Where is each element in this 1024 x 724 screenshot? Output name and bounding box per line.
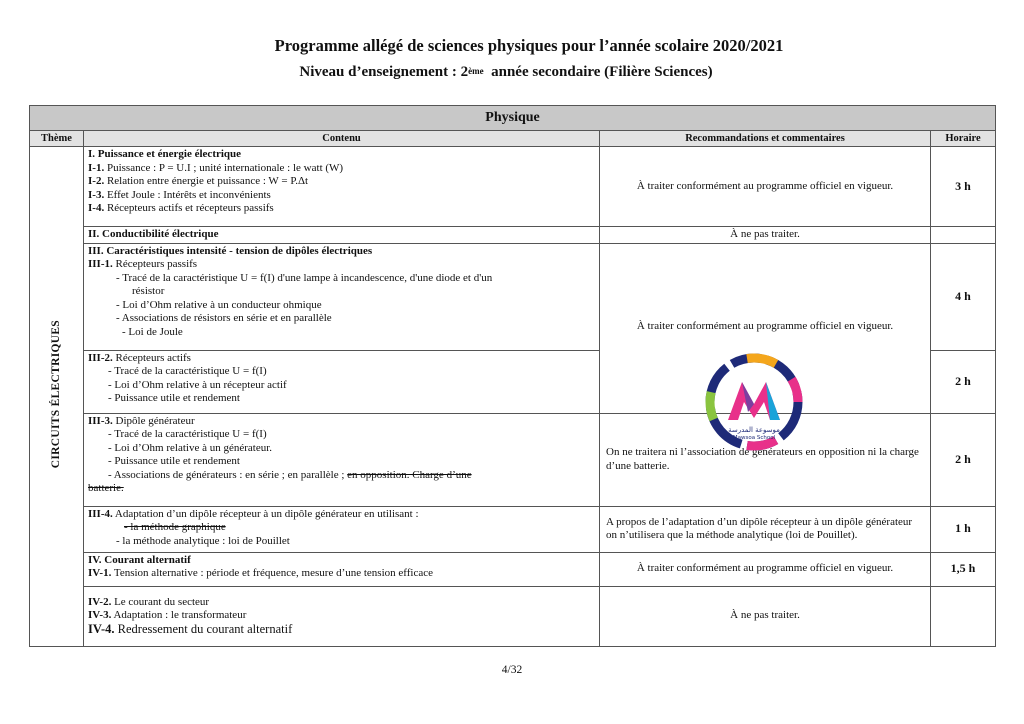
table-row [30,552,996,586]
hours-cell: 3 h [931,147,996,227]
hours-cell [931,586,996,646]
col-theme: Thème [30,131,84,147]
content-cell: II. Conductibilité électrique [84,227,600,244]
col-recommendations: Recommandations et commentaires [600,131,931,147]
col-hours: Horaire [931,131,996,147]
table-row [30,413,996,506]
recommendation-cell: On ne traitera ni l’association de générateurs en opposition ni la charge d’une batterie. [600,413,931,506]
table-row [30,147,996,227]
theme-cell [30,147,84,647]
hours-cell: 2 h [931,413,996,506]
document-subtitle: Niveau d’enseignement : 2ème année secondaire (Filière Sciences) [299,64,713,80]
table-row [30,243,996,350]
content-cell: IV. Courant alternatif IV-1. Tension alternative : période et fréquence, mesure d’une tension efficace [84,552,600,586]
recommendation-cell: À traiter conformément au programme officiel en vigueur. [600,243,931,413]
mawsoa-school-logo-icon [704,352,804,452]
recommendation-cell: À ne pas traiter. [600,586,931,646]
recommendation-cell: À ne pas traiter. [600,227,931,244]
content-cell: III-4. Adaptation d’un dipôle récepteur à un dipôle générateur en utilisant : - la méthode graphique - la méthode analytique : loi de Pouillet [84,506,600,552]
page-number: 4/32 [501,664,523,676]
table-row [30,227,996,244]
hours-cell [931,227,996,244]
document-title: Programme allégé de sciences physiques pour l’année scolaire 2020/2021 [274,36,784,55]
content-cell: IV-2. Le courant du secteur IV-3. Adaptation : le transformateur IV-4. Redressement du courant alternatif [84,586,600,646]
theme-label: CIRCUITS ÉLECTRIQUES [49,319,62,469]
logo-name-text: Mawsoa School [732,435,776,441]
recommendation-cell: À traiter conformément au programme officiel en vigueur. [600,147,931,227]
hours-cell: 4 h [931,243,996,350]
content-cell: I. Puissance et énergie électrique I-1. Puissance : P = U.I ; unité internationale : le watt (W) I-2. Relation entre énergie et puissance : W = P.Δt I-3. Effet Joule : Intérêts et inconvénients I-4. Récepteurs actifs et récepteurs passifs [84,147,600,227]
logo-arabic-text: موسوعة المدرسة [728,426,780,434]
content-cell: III-2. Récepteurs actifs - Tracé de la caractéristique U = f(I) - Loi d’Ohm relative à un récepteur actif - Puissance utile et rendement [84,350,600,413]
content-cell: III-3. Dipôle générateur - Tracé de la caractéristique U = f(I) - Loi d’Ohm relative à un générateur. - Puissance utile et rendement - Associations de générateurs : en série ; en parallèle ; en opposition. Charge d’une batterie. [84,413,600,506]
hours-cell: 1,5 h [931,552,996,586]
hours-cell: 1 h [931,506,996,552]
recommendation-cell: À traiter conformément au programme officiel en vigueur. [600,552,931,586]
recommendation-cell: A propos de l’adaptation d’un dipôle récepteur à un dipôle générateur on n’utilisera que la méthode analytique (loi de Pouillet). [600,506,931,552]
program-table [29,105,996,647]
col-content: Contenu [84,131,600,147]
table-row [30,506,996,552]
hours-cell: 2 h [931,350,996,413]
section-title: Physique [30,106,996,131]
table-row [30,586,996,646]
column-headers [30,131,996,147]
content-cell: III. Caractéristiques intensité - tension de dipôles électriques III-1. Récepteurs passifs - Tracé de la caractéristique U = f(I) d'une lampe à incandescence, d'une diode et d'un résistor - Loi d’Ohm relative à un conducteur ohmique - Associations de résistors en série et en parallèle - Loi de Joule [84,243,600,350]
